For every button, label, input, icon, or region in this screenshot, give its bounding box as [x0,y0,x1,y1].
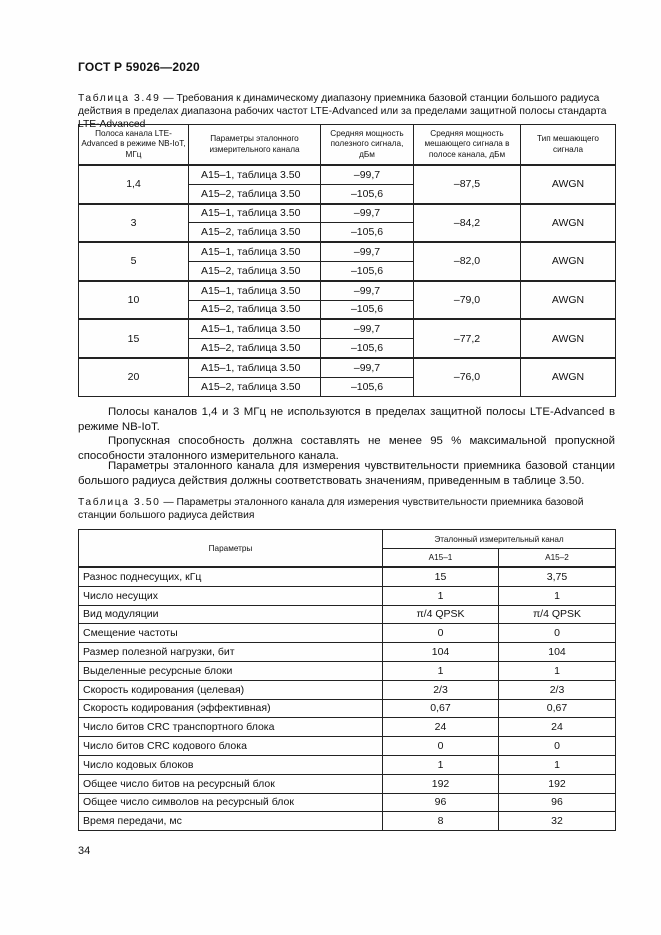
a15-1-cell: 15 [383,567,499,586]
a15-2-cell: 1 [499,661,616,680]
param-cell: A15–1, таблица 3.50 [189,358,321,377]
caption-lead: Таблица 3.49 [78,93,161,104]
table-header-row [79,125,616,166]
interferer-power-cell: –77,2 [414,319,521,358]
table-row [79,699,616,718]
param-cell: A15–1, таблица 3.50 [189,165,321,184]
param-cell: A15–2, таблица 3.50 [189,300,321,319]
interferer-type-cell: AWGN [521,242,616,281]
table-3-49 [78,124,616,397]
table-row [79,793,616,812]
interferer-type-cell: AWGN [521,281,616,320]
param-name-cell: Вид модуляции [79,605,383,624]
band-cell: 20 [79,358,189,396]
a15-1-cell: 8 [383,812,499,831]
a15-2-cell: 24 [499,718,616,737]
param-name-cell: Время передачи, мс [79,812,383,831]
interferer-power-cell: –76,0 [414,358,521,396]
table-row [79,567,616,586]
a15-1-cell: 192 [383,774,499,793]
a15-2-cell: 96 [499,793,616,812]
param-cell: A15–1, таблица 3.50 [189,242,321,261]
table-row [79,204,616,223]
a15-2-cell: 104 [499,643,616,662]
band-cell: 10 [79,281,189,320]
col-header-interferer-type: Тип мешающего сигнала [521,125,616,166]
param-cell: A15–2, таблица 3.50 [189,377,321,396]
a15-1-cell: 0,67 [383,699,499,718]
caption-text: — Требования к динамическому диапазону приемника базовой станции большого радиуса действия в пределах диапазона рабочих частот LTE-Advanced или за пределами защитной полосы стандарта LTE-Advanced [78,93,607,130]
table-row [79,624,616,643]
col-header-params: Параметры [79,530,383,568]
interferer-power-cell: –84,2 [414,204,521,243]
a15-1-cell: 24 [383,718,499,737]
param-cell: A15–1, таблица 3.50 [189,281,321,300]
a15-2-cell: π/4 QPSK [499,605,616,624]
wanted-power-cell: –105,6 [321,184,414,203]
wanted-power-cell: –99,7 [321,281,414,300]
wanted-power-cell: –105,6 [321,300,414,319]
param-cell: A15–2, таблица 3.50 [189,261,321,280]
a15-1-cell: π/4 QPSK [383,605,499,624]
interferer-type-cell: AWGN [521,358,616,396]
wanted-power-cell: –105,6 [321,339,414,358]
table-3-50-body [79,567,616,831]
table-3-50-caption [78,496,615,522]
table-row [79,755,616,774]
table-header-row [79,530,616,549]
table-row [79,165,616,184]
a15-1-cell: 1 [383,586,499,605]
interferer-power-cell: –82,0 [414,242,521,281]
band-cell: 5 [79,242,189,281]
page-number: 34 [78,845,91,857]
col-header-interferer-power: Средняя мощность мешающего сигнала в полосе канала, дБм [414,125,521,166]
caption-lead: Таблица 3.50 [78,497,161,508]
interferer-type-cell: AWGN [521,165,616,204]
wanted-power-cell: –99,7 [321,204,414,223]
param-name-cell: Размер полезной нагрузки, бит [79,643,383,662]
band-cell: 3 [79,204,189,243]
table-row [79,812,616,831]
band-cell: 15 [79,319,189,358]
table-row [79,774,616,793]
paragraph: Полосы каналов 1,4 и 3 МГц не используются в пределах защитной полосы LTE-Advanced в режиме NB-IoT. [78,406,615,433]
wanted-power-cell: –105,6 [321,377,414,396]
a15-1-cell: 2/3 [383,680,499,699]
a15-1-cell: 96 [383,793,499,812]
a15-2-cell: 0 [499,737,616,756]
a15-2-cell: 32 [499,812,616,831]
a15-2-cell: 192 [499,774,616,793]
a15-2-cell: 1 [499,755,616,774]
param-cell: A15–2, таблица 3.50 [189,223,321,242]
table-row [79,586,616,605]
a15-2-cell: 2/3 [499,680,616,699]
wanted-power-cell: –105,6 [321,261,414,280]
param-name-cell: Скорость кодирования (эффективная) [79,699,383,718]
table-row [79,358,616,377]
table-row [79,605,616,624]
table-row [79,319,616,338]
wanted-power-cell: –105,6 [321,223,414,242]
document-id: ГОСТ Р 59026—2020 [78,60,200,74]
interferer-type-cell: AWGN [521,204,616,243]
param-name-cell: Смещение частоты [79,624,383,643]
interferer-type-cell: AWGN [521,319,616,358]
wanted-power-cell: –99,7 [321,165,414,184]
param-name-cell: Общее число символов на ресурсный блок [79,793,383,812]
wanted-power-cell: –99,7 [321,358,414,377]
col-header-params: Параметры эталонного измерительного канала [189,125,321,166]
table-3-50 [78,529,616,831]
param-name-cell: Общее число битов на ресурсный блок [79,774,383,793]
param-name-cell: Число битов CRC транспортного блока [79,718,383,737]
param-cell: A15–1, таблица 3.50 [189,204,321,223]
col-header-wanted-power: Средняя мощность полезного сигнала, дБм [321,125,414,166]
table-row [79,737,616,756]
wanted-power-cell: –99,7 [321,319,414,338]
paragraph: Пропускная способность должна составлять не менее 95 % максимальной пропускной способности эталонного измерительного канала. [78,435,615,462]
table-3-49-body [79,165,616,396]
col-header-channel: Эталонный измерительный канал [383,530,616,549]
param-name-cell: Число кодовых блоков [79,755,383,774]
table-row [79,718,616,737]
wanted-power-cell: –99,7 [321,242,414,261]
a15-2-cell: 1 [499,586,616,605]
table-row [79,661,616,680]
a15-1-cell: 1 [383,661,499,680]
a15-2-cell: 3,75 [499,567,616,586]
paragraph: Параметры эталонного канала для измерения чувствительности приемника базовой станции большого радиуса действия должны соответствовать значениям, приведенным в таблице 3.50. [78,460,615,487]
a15-1-cell: 1 [383,755,499,774]
param-cell: A15–2, таблица 3.50 [189,339,321,358]
col-header-band: Полоса канала LTE-Advanced в режиме NB-IoT, МГц [79,125,189,166]
a15-1-cell: 0 [383,737,499,756]
param-name-cell: Число несущих [79,586,383,605]
param-name-cell: Разнос поднесущих, кГц [79,567,383,586]
param-cell: A15–2, таблица 3.50 [189,184,321,203]
a15-1-cell: 104 [383,643,499,662]
table-row [79,643,616,662]
col-header-a15-1: A15–1 [383,549,499,568]
caption-text: — Параметры эталонного канала для измерения чувствительности приемника базовой станции большого радиуса действия [78,497,584,521]
table-row [79,680,616,699]
param-name-cell: Число битов CRC кодового блока [79,737,383,756]
a15-2-cell: 0,67 [499,699,616,718]
param-cell: A15–1, таблица 3.50 [189,319,321,338]
interferer-power-cell: –79,0 [414,281,521,320]
table-row [79,281,616,300]
table-row [79,242,616,261]
interferer-power-cell: –87,5 [414,165,521,204]
a15-1-cell: 0 [383,624,499,643]
param-name-cell: Выделенные ресурсные блоки [79,661,383,680]
a15-2-cell: 0 [499,624,616,643]
param-name-cell: Скорость кодирования (целевая) [79,680,383,699]
col-header-a15-2: A15–2 [499,549,616,568]
band-cell: 1,4 [79,165,189,204]
